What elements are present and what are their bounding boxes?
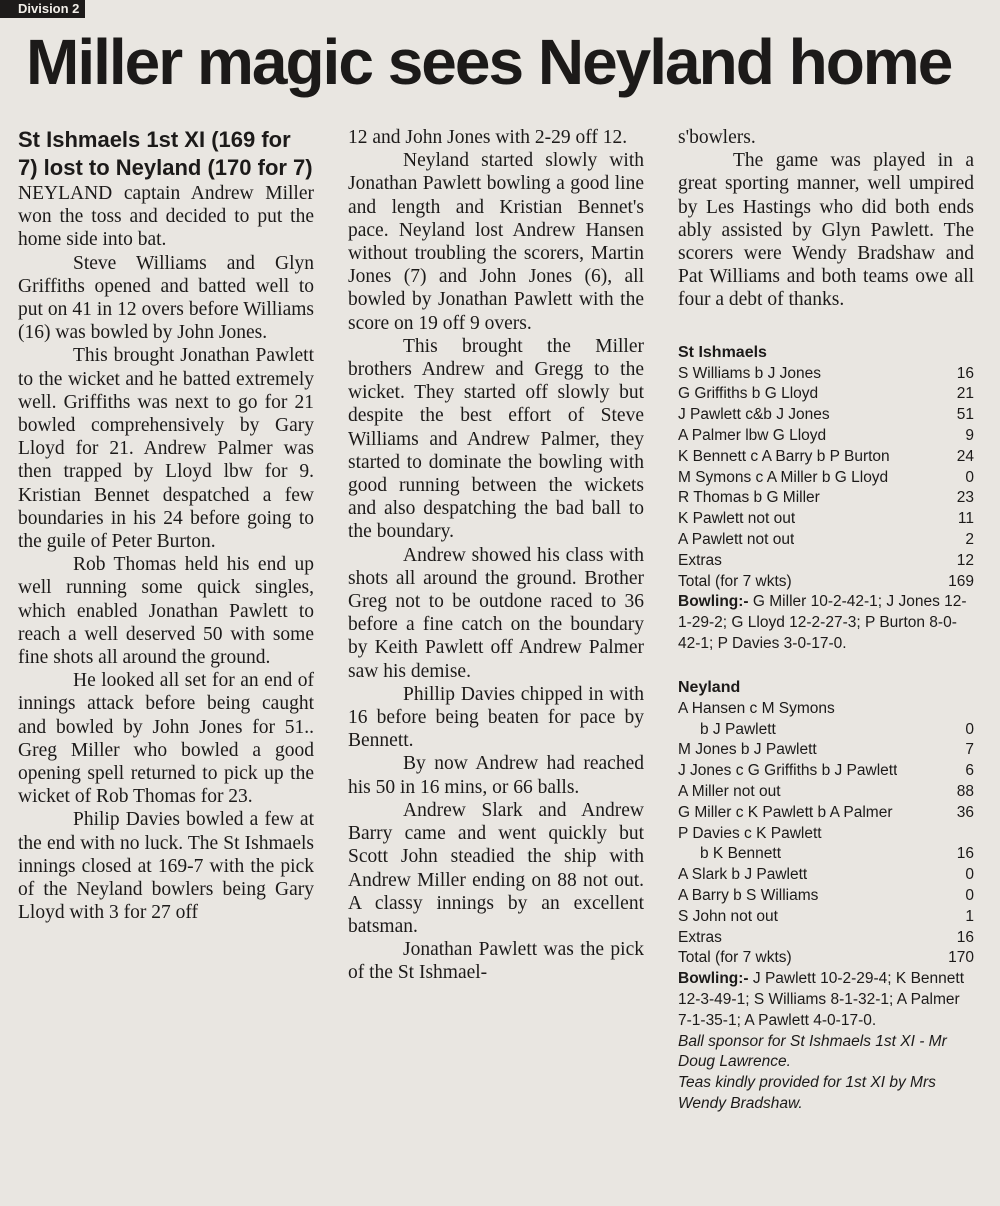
batsman-entry: A Barry b S Williams [678,886,819,904]
paragraph: Neyland started slowly with Jonathan Pawlett bowling a good line and length and Kristian Bennet's pace. Neyland lost Andrew Hansen without troubling the scorers, Martin Jones (7) and John Jones (6), all bowled by Jonathan Pawlett with the score on 19 off 9 overs. [348,150,644,334]
batsman-entry: M Jones b J Pawlett [678,741,817,759]
batting-row [678,551,974,572]
batsman-entry: Extras [678,928,722,946]
batting-row [678,948,974,969]
batting-list-st-ishmaels [678,364,974,593]
batting-row [678,740,974,761]
batting-row [678,699,974,720]
batsman-score: 0 [965,886,974,904]
batsman-entry: G Griffiths b G Lloyd [678,385,819,403]
paragraph: The game was played in a great sporting manner, well umpired by Les Hastings who did both ends ably assisted by Glyn Pawlett. The scorers were Wendy Bradshaw and Pat Williams and both teams owe all four a debt of thanks. [678,150,974,311]
batsman-score: 88 [956,782,974,800]
batsman-entry: K Pawlett not out [678,510,796,528]
batsman-score: 21 [956,385,974,403]
paragraph: Philip Davies bowled a few at the end with no luck. The St Ishmaels innings closed at 169-7 with the pick of the Neyland bowlers being Gary Lloyd with 3 for 27 off [18,809,314,924]
section-tag: Division 2 [0,0,85,18]
batsman-entry: J Pawlett c&b J Jones [678,406,830,424]
teas-note: Teas kindly provided for 1st XI by Mrs Wendy Bradshaw. [678,1074,936,1112]
batsman-entry: A Miller not out [678,782,781,800]
paragraph: Andrew Slark and Andrew Barry came and went quickly but Scott John steadied the ship with Andrew Miller ending on 88 not out. A classy innings by an excellent batsman. [348,799,644,937]
bowling-text: J Pawlett 10-2-29-4; K Bennett 12-3-49-1; S Williams 8-1-32-1; A Palmer 7-1-35-1; A Pawlett 4-0-17-0. [678,970,964,1029]
batting-row [678,824,974,845]
batsman-score: 1 [965,907,974,925]
batting-row [678,405,974,426]
batting-row [678,803,974,824]
batsman-score [970,824,974,845]
bowling-label: Bowling:- [678,593,749,611]
article-column-2 [348,126,644,985]
batsman-entry: A Hansen c M Symons [678,699,835,717]
batting-row [678,530,974,551]
batsman-score: 9 [965,427,974,445]
team-heading-st-ishmaels: St Ishmaels [678,343,767,361]
batsman-entry: R Thomas b G Miller [678,489,820,507]
batting-row [678,907,974,928]
batsman-score: 23 [956,489,974,507]
batting-row [678,447,974,468]
batsman-score: 36 [956,803,974,821]
batsman-entry: K Bennett c A Barry b P Burton [678,447,890,465]
batting-row [678,928,974,949]
batsman-score: 0 [965,866,974,884]
batting-row [678,572,974,593]
batsman-entry: S John not out [678,907,778,925]
batting-row [678,384,974,405]
batting-row [678,886,974,907]
batsman-entry: b K Bennett [700,845,782,863]
batsman-entry: A Pawlett not out [678,531,795,548]
batting-row [678,468,974,489]
bowling-text: G Miller 10-2-42-1; J Jones 12-1-29-2; G Lloyd 12-2-27-3; P Burton 8-0-42-1; P Davies 3-0-17-0. [678,593,967,652]
batsman-score: 16 [956,928,974,946]
batsman-entry: P Davies c K Pawlett [678,824,822,842]
sponsor-note: Ball sponsor for St Ishmaels 1st XI - Mr Doug Lawrence. [678,1032,947,1071]
batsman-score: 170 [948,949,974,967]
batsman-entry: J Jones c G Griffiths b J Pawlett [678,762,898,780]
paragraph: This brought the Miller brothers Andrew and Gregg to the wicket. They started off slowly but despite the best effort of Steve Williams and Andrew Palmer, they started to dominate the bowling with good running between the wickets and also despatching the bad ball to the boundary. [348,335,644,543]
batting-row [678,761,974,782]
article-column-3 [678,126,974,1115]
team-heading-neyland: Neyland [678,678,741,696]
batting-list-neyland [678,699,974,969]
paragraph: This brought Jonathan Pawlett to the wicket and he batted extremely well. Griffiths was next to go for 21 bowled comprehensively by Gary Lloyd for 21. Andrew Palmer was then trapped by Lloyd lbw for 9. Kristian Bennet despatched a few boundaries in his 24 before going to the guile of Peter Burton. [18,345,314,553]
batting-row [678,509,974,530]
batsman-score: 12 [956,551,974,569]
bowling-figures-st-ishmaels [678,592,974,654]
batsman-entry: A Slark b J Pawlett [678,866,808,884]
batsman-entry: A Palmer lbw G Lloyd [678,427,827,445]
bowling-label: Bowling:- [678,970,749,988]
batsman-entry: M Symons c A Miller b G Lloyd [678,468,889,486]
paragraph: Jonathan Pawlett was the pick of the St Ishmael- [348,939,644,984]
batsman-entry: G Miller c K Pawlett b A Palmer [678,803,893,821]
batsman-score: 0 [965,720,974,738]
paragraph: NEYLAND captain Andrew Miller won the toss and decided to put the home side into bat. [18,183,314,251]
batsman-score: 24 [956,447,974,465]
batsman-entry: Total (for 7 wkts) [678,572,792,590]
paragraph: 12 and John Jones with 2-29 off 12. [348,127,628,148]
batsman-score: 2 [965,531,974,548]
batting-row [678,720,974,741]
batsman-score: 169 [948,572,974,590]
bowling-figures-neyland [678,969,974,1031]
subheading: St Ishmaels 1st XI (169 for 7) lost to Neyland (170 for 7) [18,127,313,180]
batsman-entry: S Williams b J Jones [678,364,821,382]
paragraph: s'bowlers. [678,127,756,148]
paragraph: Steve Williams and Glyn Griffiths opened and batted well to put on 41 in 12 overs before Williams (16) was bowled by John Jones. [18,252,314,344]
batting-row [678,426,974,447]
batsman-score: 51 [956,406,974,424]
batsman-entry: Extras [678,551,722,569]
headline: Miller magic sees Neyland home [26,26,952,98]
batting-row [678,488,974,509]
paragraph: By now Andrew had reached his 50 in 16 mins, or 66 balls. [348,753,644,798]
batsman-score: 6 [965,762,974,780]
batsman-score: 7 [965,741,974,759]
batting-row [678,865,974,886]
batting-row [678,782,974,803]
batting-row [678,364,974,385]
batsman-entry: Total (for 7 wkts) [678,949,792,967]
scorecard [678,342,974,1115]
paragraph: He looked all set for an end of innings attack before being caught and bowled by John Jones for 51.. Greg Miller who bowled a good opening spell returned to pick up the wicket of Rob Thomas for 23. [18,670,314,808]
batsman-score: 0 [965,468,974,486]
paragraph: Rob Thomas held his end up well running some quick singles, which enabled Jonathan Pawlett to reach a well deserved 50 with some fine shots all around the ground. [18,554,314,669]
article-column-1 [18,126,314,925]
batsman-score: 16 [956,845,974,863]
paragraph: Phillip Davies chipped in with 16 before being beaten for pace by Bennett. [348,683,644,752]
batting-row [678,844,974,865]
batsman-score: 16 [956,364,974,382]
paragraph: Andrew showed his class with shots all around the ground. Brother Greg not to be outdone raced to 36 before a fine catch on the boundary by Keith Pawlett off Andrew Palmer saw his demise. [348,544,644,682]
batsman-score: 11 [957,510,974,528]
batsman-score [970,699,974,720]
batsman-entry: b J Pawlett [700,720,776,738]
